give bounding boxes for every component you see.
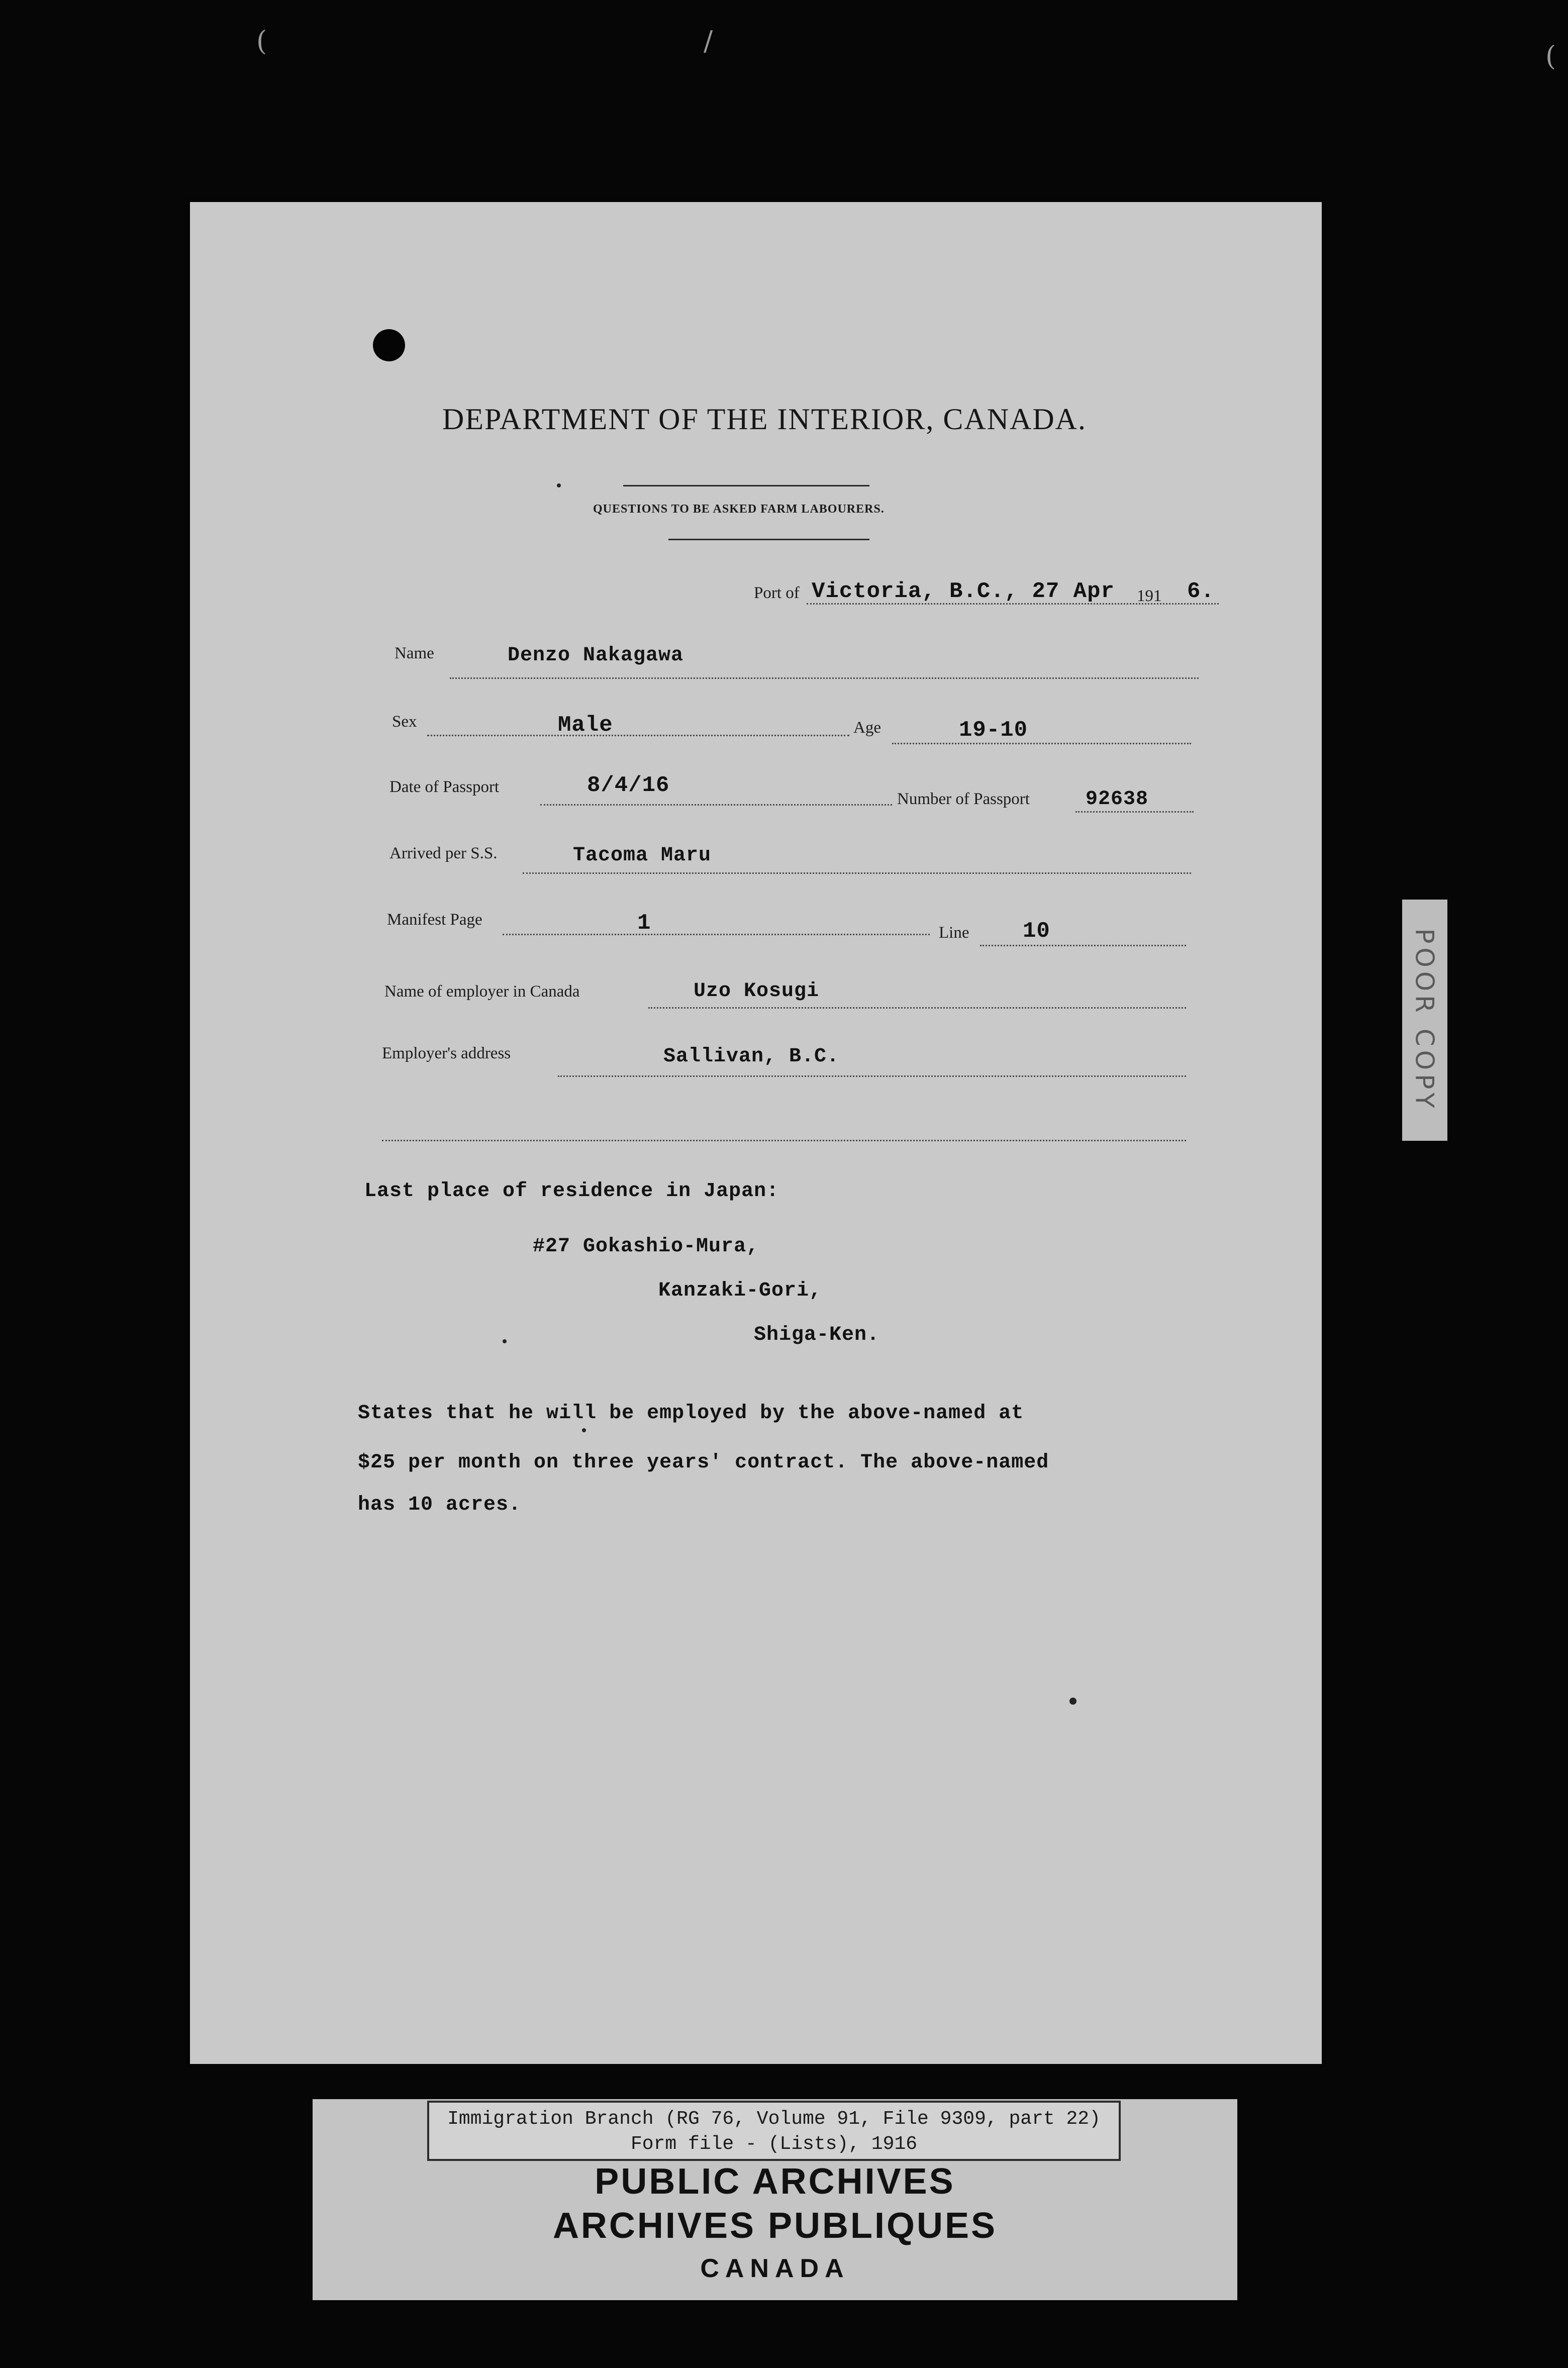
age-label: Age bbox=[853, 719, 881, 737]
employer-name-value: Uzo Kosugi bbox=[694, 980, 820, 1003]
employer-address-dotted-line bbox=[558, 1075, 1186, 1077]
form-subheading: QUESTIONS TO BE ASKED FARM LABOURERS. bbox=[593, 503, 885, 516]
speck bbox=[503, 1339, 507, 1343]
arrived-label: Arrived per S.S. bbox=[389, 844, 498, 862]
sex-label: Sex bbox=[392, 713, 417, 731]
film-scratch: ( bbox=[1545, 40, 1556, 72]
residence-line: Kanzaki-Gori, bbox=[658, 1279, 822, 1302]
passport-number-value: 92638 bbox=[1086, 788, 1149, 811]
film-scratch: / bbox=[704, 25, 713, 57]
employer-name-dotted-line bbox=[648, 1007, 1186, 1009]
sex-dotted-line bbox=[427, 735, 849, 736]
speck bbox=[557, 483, 561, 487]
archive-line-1: PUBLIC ARCHIVES bbox=[595, 2161, 955, 2202]
punch-hole bbox=[373, 329, 405, 361]
poor-copy-stamp bbox=[1402, 900, 1447, 1141]
employer-address-value: Sallivan, B.C. bbox=[663, 1045, 840, 1068]
line-dotted-line bbox=[980, 945, 1186, 946]
passport-date-value: 8/4/16 bbox=[587, 773, 670, 798]
speck bbox=[582, 1428, 586, 1432]
port-label: Port of bbox=[754, 584, 800, 602]
title-rule-top bbox=[623, 485, 869, 486]
arrived-dotted-line bbox=[523, 872, 1191, 874]
residence-line: Shiga-Ken. bbox=[754, 1324, 880, 1346]
port-value: Victoria, B.C., 27 Apr bbox=[812, 579, 1115, 604]
employer-address-label: Employer's address bbox=[382, 1044, 511, 1062]
line-value: 10 bbox=[1023, 919, 1050, 944]
passport-date-dotted-line bbox=[540, 804, 892, 806]
speck bbox=[1069, 1698, 1076, 1705]
film-scratch: ( bbox=[256, 25, 267, 57]
sex-value: Male bbox=[558, 713, 613, 738]
manifest-page-dotted-line bbox=[503, 934, 930, 935]
archive-reference-line: Immigration Branch (RG 76, Volume 91, File 9309, part 22) bbox=[447, 2108, 1101, 2130]
poor-copy-text: POOR COPY bbox=[1410, 928, 1440, 1112]
arrived-value: Tacoma Maru bbox=[573, 844, 712, 867]
year-suffix: 6. bbox=[1187, 579, 1215, 604]
manifest-page-label: Manifest Page bbox=[387, 911, 482, 929]
name-value: Denzo Nakagawa bbox=[508, 644, 684, 667]
line-label: Line bbox=[939, 924, 969, 942]
age-value: 19-10 bbox=[959, 718, 1028, 743]
statement-line: $25 per month on three years' contract. The above-named bbox=[358, 1451, 1049, 1474]
statement-line: has 10 acres. bbox=[358, 1494, 522, 1516]
age-dotted-line bbox=[892, 743, 1191, 744]
name-label: Name bbox=[395, 644, 434, 662]
statement-line: States that he will be employed by the above-named at bbox=[358, 1402, 1024, 1425]
archive-line-2: ARCHIVES PUBLIQUES bbox=[552, 2206, 998, 2246]
form-card bbox=[190, 202, 1322, 2064]
residence-line: #27 Gokashio-Mura, bbox=[533, 1235, 759, 1258]
title-rule-bottom bbox=[668, 539, 869, 540]
employer-name-label: Name of employer in Canada bbox=[384, 982, 580, 1001]
passport-number-dotted-line bbox=[1075, 811, 1194, 813]
archive-reference-line: Form file - (Lists), 1916 bbox=[630, 2133, 918, 2155]
manifest-page-value: 1 bbox=[637, 911, 651, 936]
passport-number-label: Number of Passport bbox=[897, 790, 1030, 808]
name-dotted-line bbox=[450, 677, 1199, 679]
archive-line-3: CANADA bbox=[700, 2254, 850, 2283]
year-prefix: 191 bbox=[1137, 587, 1162, 605]
archive-reference-box bbox=[427, 2101, 1121, 2161]
form-title: DEPARTMENT OF THE INTERIOR, CANADA. bbox=[442, 403, 1087, 436]
passport-date-label: Date of Passport bbox=[389, 778, 500, 796]
residence-heading: Last place of residence in Japan: bbox=[364, 1180, 779, 1203]
blank-dotted-line bbox=[382, 1140, 1186, 1141]
